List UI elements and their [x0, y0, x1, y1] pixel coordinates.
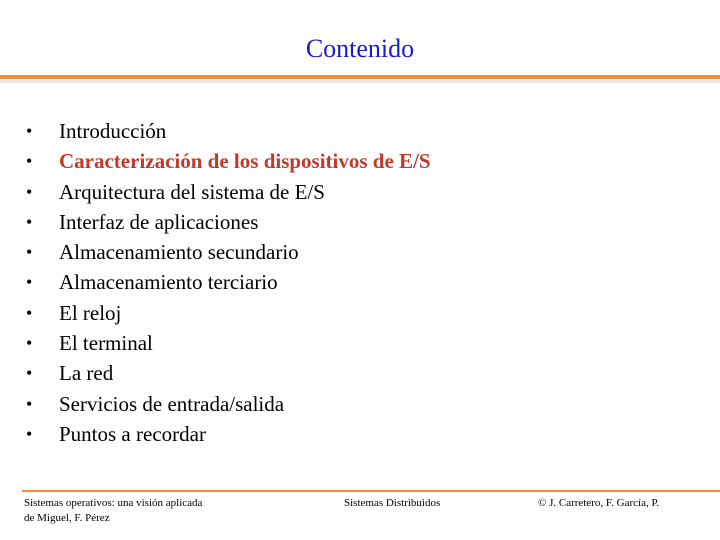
list-item-label: El terminal — [59, 331, 153, 356]
footer-copyright: © J. Carretero, F. García, P. — [538, 497, 660, 509]
slide-title: Contenido — [305, 34, 415, 63]
footer-book-reference — [24, 496, 202, 526]
bullet-icon: • — [26, 423, 33, 444]
bullet-icon: • — [26, 151, 33, 172]
title-divider-shadow — [0, 80, 720, 83]
title-divider — [0, 75, 720, 79]
bullet-icon: • — [26, 121, 33, 141]
list-item-label: El reloj — [59, 300, 122, 325]
list-item-label: Servicios de entrada/salida — [59, 391, 285, 416]
list-item-label: La red — [59, 361, 114, 386]
list-item-label: Caracterización de los dispositivos de E/S — [59, 149, 431, 174]
bullet-icon: • — [26, 333, 33, 354]
bullet-icon: • — [26, 363, 33, 384]
list-item-label: Interfaz de aplicaciones — [59, 209, 259, 234]
footer-book-title: Sistemas operativos: una visión aplicada — [24, 497, 203, 509]
list-item-label: Introducción — [59, 119, 167, 143]
bullet-icon: • — [26, 181, 33, 202]
bullet-icon: • — [26, 242, 33, 263]
bullet-icon: • — [26, 393, 33, 414]
bullet-icon: • — [26, 272, 33, 293]
bullet-icon: • — [26, 211, 33, 232]
list-item-label: Almacenamiento terciario — [59, 270, 278, 295]
bullet-icon: • — [26, 302, 33, 323]
footer-divider — [22, 490, 720, 492]
footer-book-authors: de Miguel, F. Pérez — [24, 512, 110, 524]
list-item-label: Puntos a recordar — [59, 421, 206, 446]
list-item-label: Arquitectura del sistema de E/S — [59, 179, 325, 204]
list-item-label: Almacenamiento secundario — [59, 240, 299, 265]
footer-course-name: Sistemas Distribuidos — [344, 497, 441, 509]
